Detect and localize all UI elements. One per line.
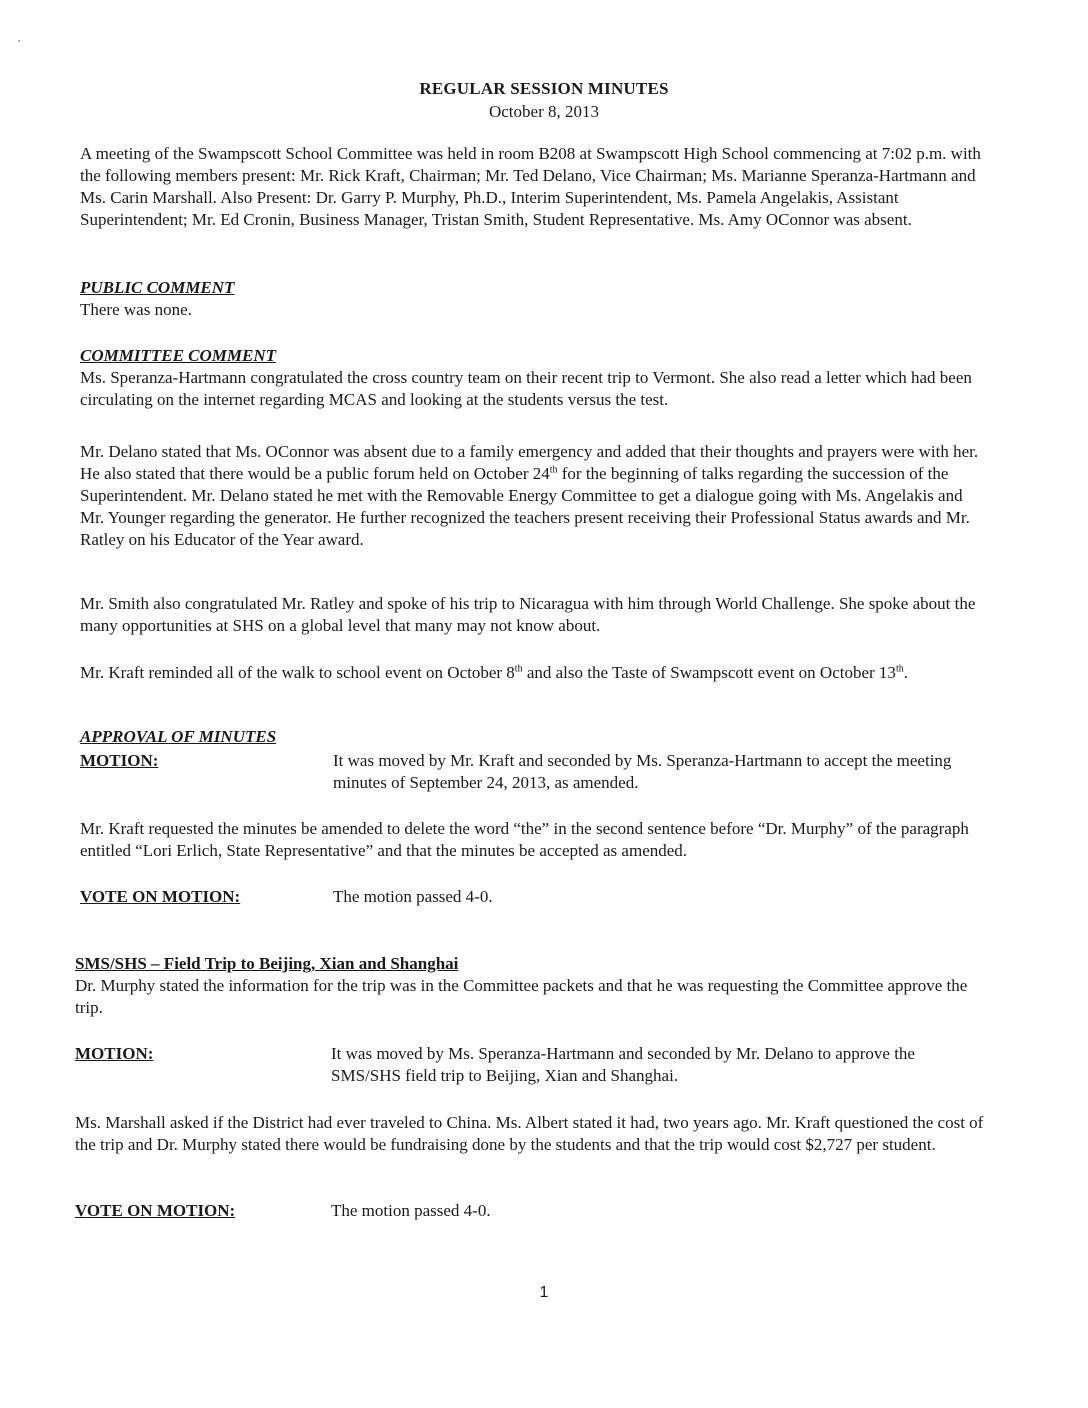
field-trip-discussion-block: [75, 1112, 985, 1156]
field-trip-vote-text: The motion passed 4-0.: [331, 1201, 491, 1220]
p4-text-before: Mr. Kraft reminded all of the walk to school event on October 8: [80, 663, 515, 682]
field-trip-motion-row: [75, 1043, 985, 1089]
field-trip-heading: SMS/SHS – Field Trip to Beijing, Xian and Shanghai: [75, 954, 459, 973]
approval-motion-row: [80, 750, 990, 796]
approval-vote-row: [80, 886, 990, 910]
committee-comment-heading: COMMITTEE COMMENT: [80, 346, 277, 365]
committee-comment-paragraph-4: [80, 662, 990, 684]
approval-vote-text: The motion passed 4-0.: [333, 887, 493, 906]
document-title: REGULAR SESSION MINUTES: [419, 79, 669, 98]
p2-text-before: Mr. Delano stated that Ms. OConnor was absent due to a family emergency and added that their thoughts and prayers were with her. He also stated that there would be a public forum held on October 24: [80, 442, 979, 484]
p4-ordinal-2: th: [895, 663, 904, 675]
committee-comment-paragraph-3-block: [80, 593, 990, 637]
field-trip-discussion: Ms. Marshall asked if the District had ever traveled to China. Ms. Albert stated it had, two years ago. Mr. Kraft questioned the cost of the trip and Dr. Murphy stated there would be fundraising done by the students and that the trip would cost $2,727 per student.: [75, 1113, 984, 1155]
document-header: [0, 78, 1088, 123]
scan-speck: [18, 40, 20, 42]
approval-vote-label: VOTE ON MOTION:: [80, 887, 241, 906]
approval-of-minutes-heading-block: [80, 726, 990, 748]
p4-text-middle: and also the Taste of Swampscott event on October 13: [522, 663, 896, 682]
approval-motion-text: It was moved by Mr. Kraft and seconded by Ms. Speranza-Hartmann to accept the meeting minutes of September 24, 2013, as amended.: [333, 751, 952, 793]
field-trip-motion-label: MOTION:: [75, 1044, 154, 1063]
p2-text-after: for the beginning of talks regarding the succession of the Superintendent. Mr. Delano stated he met with the Removable Energy Committee to get a dialogue going with Ms. Angelakis and Mr. Younger regarding the generator. He further recognized the teachers present receiving their Professional Status awards and Mr. Ratley on his Educator of the Year award.: [80, 464, 970, 550]
p4-text-after: .: [903, 663, 908, 682]
public-comment-text: There was none.: [80, 300, 192, 320]
committee-comment-paragraph-3: Mr. Smith also congratulated Mr. Ratley and spoke of his trip to Nicaragua with him through World Challenge. She spoke about the many opportunities at SHS on a global level that many may not know about.: [80, 594, 976, 636]
p4-ordinal-1: th: [514, 663, 523, 675]
committee-comment-paragraph-2: [80, 441, 990, 551]
committee-comment-paragraph-4-block: [80, 662, 990, 684]
field-trip-intro: Dr. Murphy stated the information for the trip was in the Committee packets and that he was requesting the Committee approve the trip.: [75, 976, 968, 1018]
committee-comment-section: [80, 345, 990, 411]
field-trip-vote-label: VOTE ON MOTION:: [75, 1201, 236, 1220]
page-number: 1: [539, 1284, 549, 1301]
field-trip-section: [75, 953, 985, 1019]
public-comment-section: [80, 277, 990, 321]
public-comment-heading: PUBLIC COMMENT: [80, 278, 235, 297]
field-trip-vote-row: [75, 1200, 985, 1224]
intro-paragraph: A meeting of the Swampscott School Committee was held in room B208 at Swampscott High School commencing at 7:02 p.m. with the following members present: Mr. Rick Kraft, Chairman; Mr. Ted Delano, Vice Chairman; Ms. Marianne Speranza-Hartmann and Ms. Carin Marshall. Also Present: Dr. Garry P. Murphy, Ph.D., Interim Superintendent, Ms. Pamela Angelakis, Assistant Superintendent; Mr. Ed Cronin, Business Manager, Tristan Smith, Student Representative. Ms. Amy OConnor was absent.: [80, 144, 981, 230]
approval-motion-label: MOTION:: [80, 751, 159, 770]
approval-of-minutes-heading: APPROVAL OF MINUTES: [80, 727, 277, 746]
approval-discussion-block: [80, 818, 990, 862]
intro-paragraph-block: [80, 143, 990, 231]
approval-discussion: Mr. Kraft requested the minutes be amended to delete the word “the” in the second sentence before “Dr. Murphy” of the paragraph entitled “Lori Erlich, State Representative” and that the minutes be accepted as amended.: [80, 819, 969, 861]
document-date: October 8, 2013: [488, 102, 599, 122]
p2-ordinal: th: [549, 464, 558, 476]
committee-comment-paragraph-1: Ms. Speranza-Hartmann congratulated the cross country team on their recent trip to Vermont. She also read a letter which had been circulating on the internet regarding MCAS and looking at the students versus the test.: [80, 368, 972, 410]
field-trip-motion-text: It was moved by Ms. Speranza-Hartmann and seconded by Mr. Delano to approve the SMS/SHS field trip to Beijing, Xian and Shanghai.: [331, 1044, 915, 1086]
committee-comment-paragraph-2-block: [80, 441, 990, 551]
